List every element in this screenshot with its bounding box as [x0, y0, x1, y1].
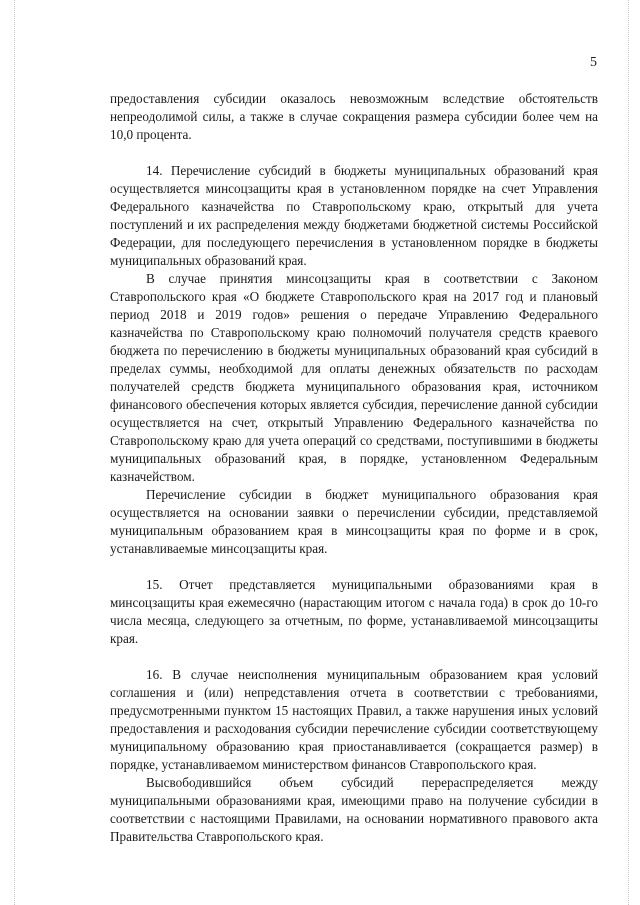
- paragraph-transfer-request: Перечисление субсидии в бюджет муниципального образования края осуществляется на основании заявки о перечислении субсидии, представляемой муниципальным образованием края в минсоцзащиты края по форме и в срок, устанавливаемые минсоцзащиты края.: [110, 487, 598, 556]
- page-number: 5: [590, 55, 597, 70]
- paragraph-item-14: 14. Перечисление субсидий в бюджеты муниципальных образований края осуществляется минсоцзащиты края в установленном порядке на счет Управления Федерального казначейства по Ставропольскому краю, открытый для учета поступлений и их распределения между бюджетами бюджетной системы Российской Федерации, для последующего перечисления в установленном порядке в бюджеты муниципальных образований края.: [110, 163, 598, 268]
- scan-edge-right: [628, 0, 630, 905]
- scan-edge-left: [14, 0, 16, 905]
- paragraph-item-16: 16. В случае неисполнения муниципальным образованием края условий соглашения и (или) непредставления отчета в соответствии с требованиями, предусмотренными пунктом 15 настоящих Правил, а также нарушения иных условий предоставления и расходования субсидии перечисление субсидии соответствующему муниципальному образованию края приостанавливается (сокращается размер) в порядке, устанавливаемом министерством финансов Ставропольского края.: [110, 667, 598, 772]
- paragraph-item-15: 15. Отчет представляется муниципальными образованиями края в минсоцзащиты края ежемесячно (нарастающим итогом с начала года) в срок до 10-го числа месяца, следующего за отчетным, по форме, устанавливаемой минсоцзащиты края.: [110, 577, 598, 646]
- paragraph-continuation: предоставления субсидии оказалось невозможным вследствие обстоятельств непреодолимой силы, а также в случае сокращения размера субсидии более чем на 10,0 процента.: [110, 91, 598, 142]
- paragraph-redistribution: Высвободившийся объем субсидий перераспределяется между муниципальными образованиями края, имеющими право на получение субсидии в соответствии с настоящими Правилами, на основании нормативного правового акта Правительства Ставропольского края.: [110, 775, 598, 844]
- paragraph-treasury-powers: В случае принятия минсоцзащиты края в соответствии с Законом Ставропольского края «О бюджете Ставропольского края на 2017 год и плановый период 2018 и 2019 годов» решения о передаче Управлению Федерального казначейства по Ставропольскому краю полномочий получателя средств краевого бюджета по перечислению в бюджеты муниципальных образований края субсидий в пределах суммы, необходимой для оплаты денежных обязательств по расходам получателей средств бюджета муниципального образования края, источником финансового обеспечения которых является субсидия, перечисление данной субсидии осуществляется на счет, открытый Управлению Федерального казначейства по Ставропольскому краю для учета операций со средствами, поступившими в бюджеты муниципальных образований края, в порядке, установленном Федеральным казначейством.: [110, 271, 598, 484]
- document-body: [110, 90, 598, 846]
